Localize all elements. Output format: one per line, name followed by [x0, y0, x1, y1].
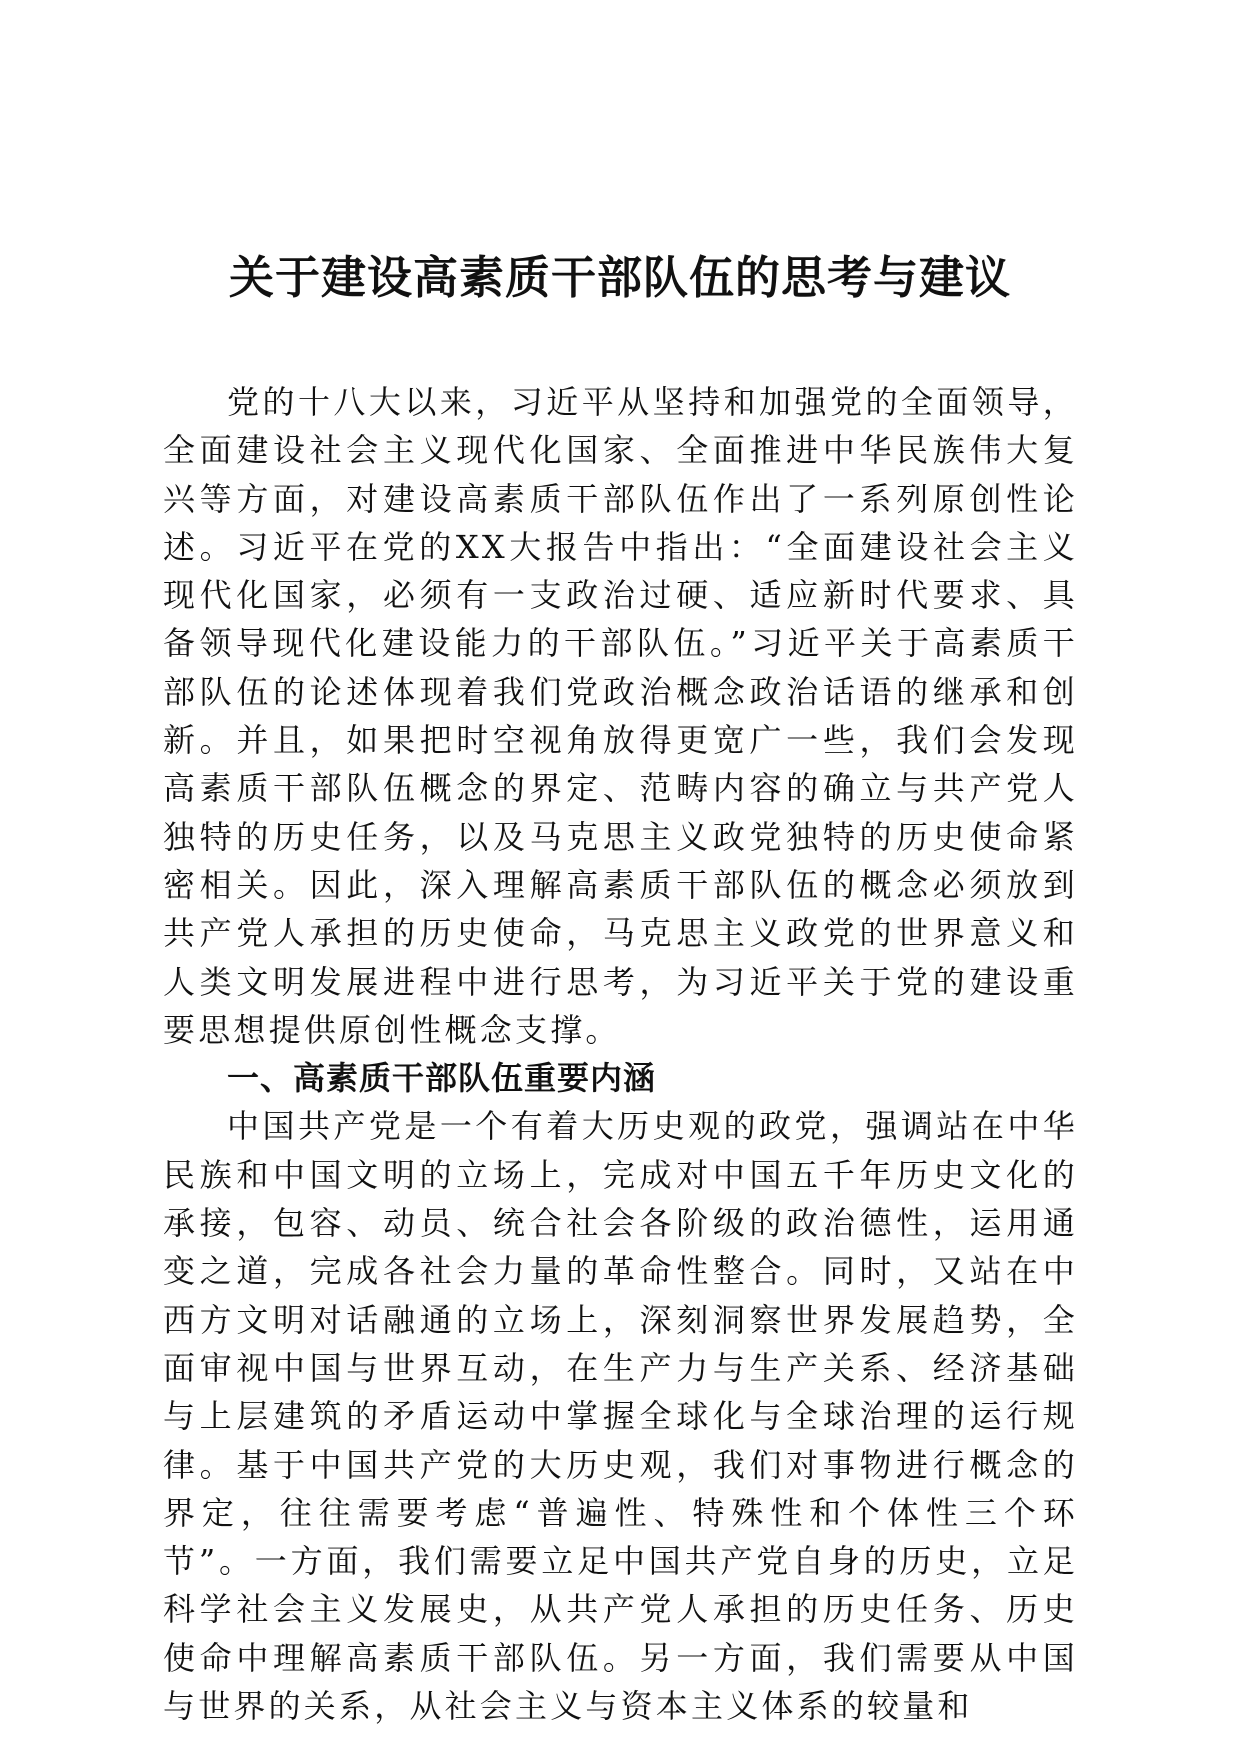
section-paragraph: 中国共产党是一个有着大历史观的政党，强调站在中华民族和中国文明的立场上，完成对中国五千年历史文化的承接，包容、动员、统合社会各阶级的政治德性，运用通变之道，完成各社会力量的革命性整合。同时，又站在中西方文明对话融通的立场上，深刻洞察世界发展趋势，全面审视中国与世界互动，在生产力与生产关系、经济基础与上层建筑的矛盾运动中掌握全球化与全球治理的运行规律。基于中国共产党的大历史观，我们对事物进行概念的界定，往往需要考虑“普遍性、特殊性和个体性三个环节”。一方面，我们需要立足中国共产党自身的历史，立足科学社会主义发展史，从共产党人承担的历史任务、历史使命中理解高素质干部队伍。另一方面，我们需要从中国与世界的关系，从社会主义与资本主义体系的较量和 — [163, 1107, 1078, 1726]
document-title: 关于建设高素质干部队伍的思考与建议 — [228, 251, 1011, 304]
section-heading: 一、高素质干部队伍重要内涵 — [227, 1059, 657, 1098]
intro-paragraph: 党的十八大以来，习近平从坚持和加强党的全面领导，全面建设社会主义现代化国家、全面推进中华民族伟大复兴等方面，对建设高素质干部队伍作出了一系列原创性论述。习近平在党的XX大报告中指出：“全面建设社会主义现代化国家，必须有一支政治过硬、适应新时代要求、具备领导现代化建设能力的干部队伍。”习近平关于高素质干部队伍的论述体现着我们党政治概念政治话语的继承和创新。并且，如果把时空视角放得更宽广一些，我们会发现高素质干部队伍概念的界定、范畴内容的确立与共产党人独特的历史任务，以及马克思主义政党独特的历史使命紧密相关。因此，深入理解高素质干部队伍的概念必须放到共产党人承担的历史使命，马克思主义政党的世界意义和人类文明发展进程中进行思考，为习近平关于党的建设重要思想提供原创性概念支撑。 — [163, 383, 1078, 1049]
document-body — [163, 378, 1078, 1730]
